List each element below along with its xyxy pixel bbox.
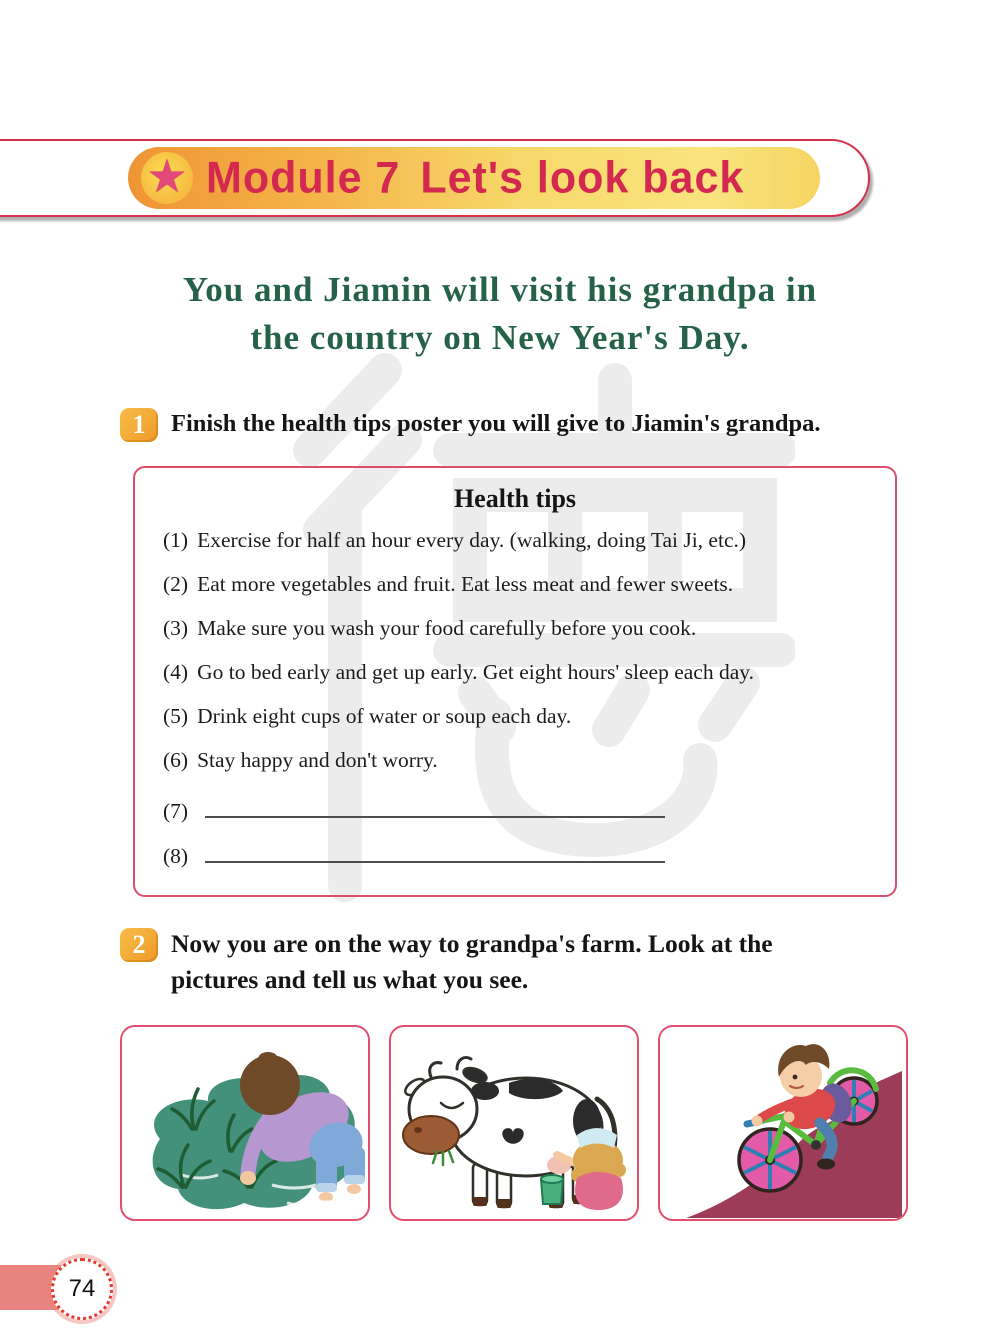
tip-number: (5) xyxy=(163,704,189,728)
health-tip-7 xyxy=(163,792,665,825)
tip-text: Drink eight cups of water or soup each day. xyxy=(197,704,572,728)
picture-milking-cow xyxy=(389,1025,639,1221)
health-tip-3 xyxy=(163,614,696,642)
tip-number: (4) xyxy=(163,660,189,684)
tip-number: (3) xyxy=(163,616,189,640)
paddy-field-illustration xyxy=(122,1027,367,1218)
answer-blank-8 xyxy=(205,837,665,863)
tip-number: (6) xyxy=(163,748,189,772)
exercise-2 xyxy=(120,926,773,998)
tip-number: (1) xyxy=(163,528,189,552)
page-number: 74 xyxy=(68,1275,96,1302)
module-banner xyxy=(128,147,820,209)
health-tip-8 xyxy=(163,837,665,870)
tip-text: Exercise for half an hour every day. (walking, doing Tai Ji, etc.) xyxy=(197,528,747,552)
exercise-2-prompt-line-1: Now you are on the way to grandpa's farm. Look at the xyxy=(171,929,773,958)
exercise-2-prompt-line-2: pictures and tell us what you see. xyxy=(171,965,529,994)
page-number-badge xyxy=(51,1258,113,1320)
exercise-2-number-badge xyxy=(120,928,158,962)
picture-row xyxy=(120,1025,908,1221)
tip-number: (7) xyxy=(163,799,189,823)
exercise-2-prompt xyxy=(171,926,773,998)
exercise-1-prompt: Finish the health tips poster you will give to Jiamin's grandpa. xyxy=(171,410,821,437)
tip-number: (8) xyxy=(163,844,189,868)
answer-blank-7 xyxy=(205,792,665,818)
module-title: Let's look back xyxy=(420,152,745,203)
picture-cycling-uphill xyxy=(658,1025,908,1221)
module-heading xyxy=(206,153,744,204)
exercise-1-number-badge xyxy=(120,408,158,442)
tip-text: Stay happy and don't worry. xyxy=(197,748,438,772)
tip-text: Go to bed early and get up early. Get eight hours' sleep each day. xyxy=(197,660,754,684)
intro-line-1: You and Jiamin will visit his grandpa in xyxy=(182,270,818,309)
exercise-1 xyxy=(120,406,821,442)
milking-cow-illustration xyxy=(391,1027,636,1218)
health-tip-4 xyxy=(163,658,754,686)
star-glyph: ★ xyxy=(146,149,188,203)
module-number: Module 7 xyxy=(206,152,401,203)
intro-line-2: the country on New Year's Day. xyxy=(250,318,750,357)
picture-paddy-field xyxy=(120,1025,370,1221)
health-tip-1 xyxy=(163,526,746,554)
star-icon xyxy=(141,149,193,204)
health-tip-2 xyxy=(163,570,733,598)
exercise-2-number: 2 xyxy=(132,930,146,959)
tip-text: Eat more vegetables and fruit. Eat less meat and fewer sweets. xyxy=(197,572,734,596)
tip-text: Make sure you wash your food carefully before you cook. xyxy=(197,616,697,640)
health-tips-box xyxy=(133,466,897,897)
exercise-1-number: 1 xyxy=(132,410,146,439)
health-tips-title: Health tips xyxy=(453,484,577,513)
health-tip-5 xyxy=(163,702,571,730)
tip-number: (2) xyxy=(163,572,189,596)
health-tip-6 xyxy=(163,746,438,774)
intro-sentence xyxy=(0,266,1000,362)
cycling-uphill-illustration xyxy=(660,1027,902,1218)
